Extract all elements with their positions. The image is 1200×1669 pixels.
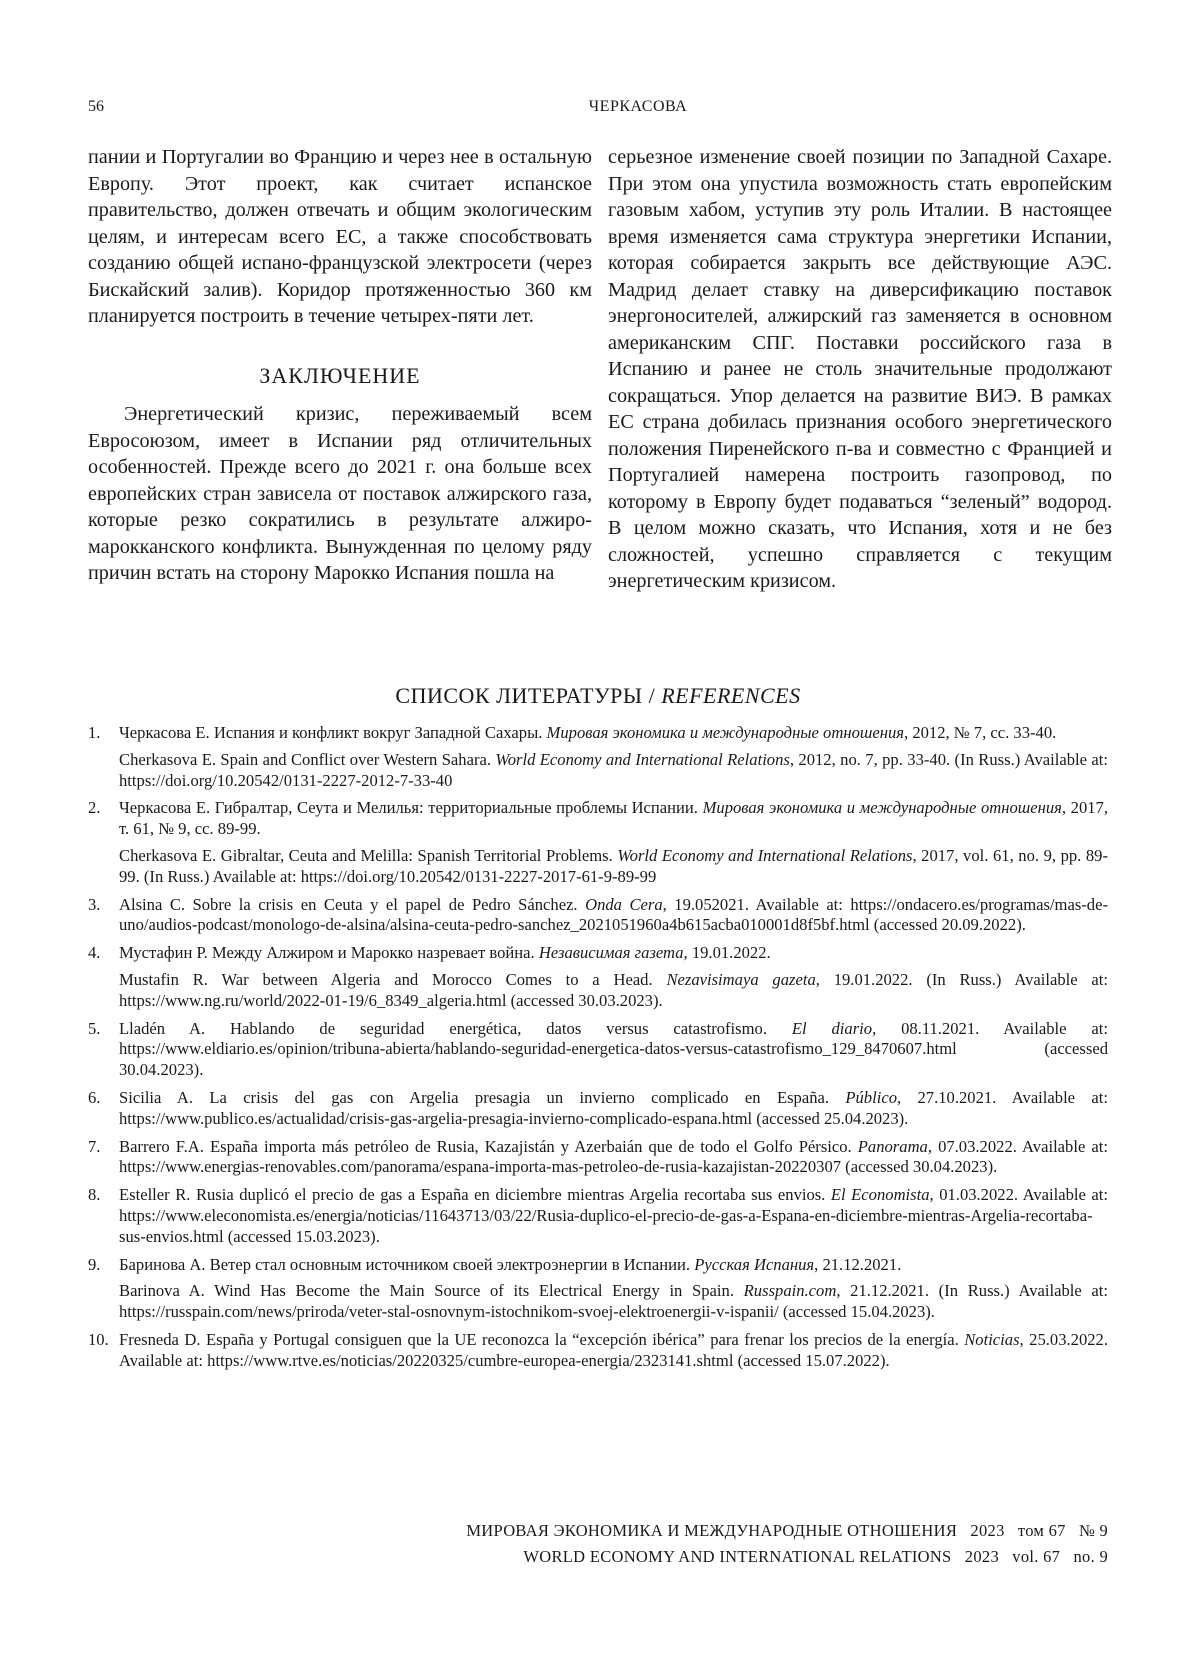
running-head: ЧЕРКАСОВА — [588, 98, 688, 115]
body-paragraph: серьезное изменение своей позиции по Западной Сахаре. При этом она упустила возможность стать европейским газовым хабом, уступив эту роль Италии. В настоящее время изменяется сама структура энергетики Испании, которая собирается закрыть все действующие АЭС. Мадрид делает ставку на диверсификацию поставок энергоносителей, алжирский газ заменяется в основном американским СПГ. Поставки российского газа в Испанию и ранее не столь значительные продолжают сокращаться. Упор делается на развитие ВИЭ. В рамках ЕС страна добилась признания особого энергетического положения Пиренейского п-ва и совместно с Францией и Португалией намерена построить газопровод, по которому в Европу будет подаваться “зеленый” водород. В целом можно сказать, что Испания, хотя и не без сложностей, успешно справляется с текущим энергетическим кризисом. — [608, 146, 1112, 592]
reference-text: Мустафин Р. Между Алжиром и Марокко назревает война. Независимая газета, 19.01.2022. — [119, 943, 771, 963]
reference-source: El diario — [791, 1018, 873, 1038]
journal-footer-en: WORLD ECONOMY AND INTERNATIONAL RELATIONS 2023 vol. 67 no. 9 — [523, 1547, 1108, 1566]
reference-number: 10. — [88, 1329, 109, 1349]
reference-item — [88, 798, 1108, 887]
reference-source: Panorama — [857, 1136, 928, 1156]
reference-number: 5. — [88, 1018, 101, 1038]
reference-number: 2. — [88, 798, 101, 818]
reference-source: Независимая газета — [538, 943, 684, 963]
body-paragraph: пании и Португалии во Францию и через нее в остальную Европу. Этот проект, как считает испанское правительство, должен отвечать и общим экологическим целям, и интересам всего ЕС, а также способствовать созданию общей испано-французской электросети (через Бискайский залив). Коридор протяженностью 360 км планируется построить в течение четырех-пяти лет. — [88, 146, 592, 327]
reference-item — [88, 1137, 1108, 1179]
body-paragraph: Энергетический кризис, переживаемый всем Евросоюзом, имеет в Испании ряд отличительных особенностей. Прежде всего до 2021 г. она больше всех европейских стран зависела от поставок алжирского газа, которые резко сократились в результате алжиро-марокканского конфликта. Вынужденная по целому ряду причин встать на сторону Марокко Испания пошла на — [88, 403, 592, 584]
journal-footer-ru: МИРОВАЯ ЭКОНОМИКА И МЕЖДУНАРОДНЫЕ ОТНОШЕНИЯ 2023 том 67 № 9 — [466, 1521, 1108, 1540]
reference-text: Lladén A. Hablando de seguridad energética, datos versus catastrofismo. El diario, 08.11.2021. Available at: https://www.eldiario.es/opinion/tribuna-abierta/hablando-seguridad-energetica-datos-versus-catastrofismo_129_8470607.html (accessed 30.04.2023). — [119, 1018, 1108, 1080]
section-title-conclusion: ЗАКЛЮЧЕНИЕ — [259, 362, 421, 388]
reference-source-en: Russpain.com — [743, 1281, 837, 1301]
reference-number: 3. — [88, 894, 101, 914]
reference-text: Баринова А. Ветер стал основным источником своей электроэнергии в Испании. Русская Испания, 21.12.2021. — [119, 1254, 902, 1274]
right-column — [608, 144, 1112, 595]
reference-text: Черкасова Е. Испания и конфликт вокруг Западной Сахары. Мировая экономика и международные отношения, 2012, № 7, сс. 33-40. — [119, 723, 1057, 742]
reference-source: Мировая экономика и международные отношения — [546, 723, 905, 742]
references-title-en: REFERENCES — [661, 683, 801, 708]
reference-item — [88, 895, 1108, 937]
reference-source: El Economista — [830, 1185, 930, 1205]
reference-text: Fresneda D. España y Portugal consiguen que la UE reconozca la “excepción ibérica” para frenar los precios de la energía. Noticias, 25.03.2022. Available at: https://www.rtve.es/noticias/20220325/cumbre-europea-energia/2323141.shtml (accessed 15.07.2022). — [119, 1329, 1108, 1370]
reference-item — [88, 723, 1108, 791]
reference-item — [88, 1185, 1108, 1247]
reference-text: Черкасова Е. Гибралтар, Сеута и Мелилья: территориальные проблемы Испании. Мировая экономика и международные отношения, 2017, т. 61, № 9, сс. 89-99. — [119, 798, 1108, 839]
reference-text: Esteller R. Rusia duplicó el precio de gas a España en diciembre mientras Argelia recortaba sus envios. El Economista, 01.03.2022. Available at: https://www.eleconomista.es/energia/noticias/11643713/03/22/Rusia-duplico-el-precio-de-gas-a-Espana-en-diciembre-mientras-Argelia-recortaba-sus-envios.html (accessed 15.03.2023). — [119, 1185, 1109, 1246]
reference-text: Barrero F.A. España importa más petróleo de Rusia, Kazajistán y Azerbaián que de todo el Golfo Pérsico. Panorama, 07.03.2022. Available at: https://www.energias-renovables.com/panorama/espana-importa-mas-petroleo-de-rusia-kazajistan-20220307 (accessed 30.04.2023). — [119, 1136, 1108, 1177]
reference-number: 6. — [88, 1087, 101, 1107]
page-number: 56 — [88, 98, 104, 115]
reference-text: Sicilia A. La crisis del gas con Argelia presagia un invierno complicado en España. Público, 27.10.2021. Available at: https://www.publico.es/actualidad/crisis-gas-argelia-presagia-invierno-complicado-espana.html (accessed 25.04.2023). — [119, 1087, 1108, 1128]
reference-source-en: World Economy and International Relations — [495, 749, 790, 769]
reference-text: Alsina C. Sobre la crisis en Ceuta y el papel de Pedro Sánchez. Onda Cera, 19.052021. Available at: https://ondacero.es/programas/mas-de-uno/audios-podcast/monologo-de-alsina/alsina-ceuta-pedro-sanchez_2021051960a4b615acba010001d8f5bf.html (accessed 20.09.2022). — [119, 894, 1108, 935]
reference-text-en: Cherkasova E. Gibraltar, Ceuta and Melilla: Spanish Territorial Problems. World Economy and International Relations, 2017, vol. 61, no. 9, pp. 89-99. (In Russ.) Available at: https://doi.org/10.20542/0131-2227-2017-61-9-89-99 — [119, 845, 1109, 886]
reference-item — [88, 1088, 1108, 1130]
reference-source: Русская Испания — [694, 1254, 815, 1274]
references-title-ru: СПИСОК ЛИТЕРАТУРЫ / — [395, 683, 656, 708]
reference-source: Público — [845, 1087, 897, 1107]
reference-item — [88, 943, 1108, 1011]
reference-number: 1. — [88, 723, 101, 742]
reference-source: Мировая экономика и международные отношения — [702, 798, 1062, 818]
reference-item — [88, 1019, 1108, 1081]
reference-item — [88, 1330, 1108, 1372]
reference-text-en: Mustafin R. War between Algeria and Morocco Comes to a Head. Nezavisimaya gazeta, 19.01.2022. (In Russ.) Available at: https://www.ng.ru/world/2022-01-19/6_8349_algeria.html (accessed 30.03.2023). — [119, 969, 1108, 1010]
reference-source: Onda Cera — [585, 894, 663, 914]
reference-number: 8. — [88, 1185, 101, 1205]
reference-source: Noticias — [964, 1329, 1020, 1349]
references-title — [88, 683, 1108, 709]
reference-item — [88, 1255, 1108, 1323]
left-column — [88, 144, 592, 587]
reference-number: 9. — [88, 1254, 101, 1274]
reference-text-en: Barinova A. Wind Has Become the Main Source of its Electrical Energy in Spain. Russpain.com, 21.12.2021. (In Russ.) Available at: https://russpain.com/news/priroda/veter-stal-osnovnym-istochnikom-svoej-elektroenergii-v-ispanii/ (accessed 15.04.2023). — [119, 1281, 1108, 1322]
reference-number: 7. — [88, 1136, 101, 1156]
reference-text-en: Cherkasova E. Spain and Conflict over Western Sahara. World Economy and International Relations, 2012, no. 7, pp. 33-40. (In Russ.) Available at: https://doi.org/10.20542/0131-2227-2012-7-33-40 — [119, 749, 1108, 790]
reference-number: 4. — [88, 943, 101, 963]
reference-source-en: Nezavisimaya gazeta — [666, 969, 816, 989]
page-header — [88, 98, 1108, 124]
references-list — [88, 723, 1108, 1379]
reference-source-en: World Economy and International Relations — [617, 845, 913, 865]
